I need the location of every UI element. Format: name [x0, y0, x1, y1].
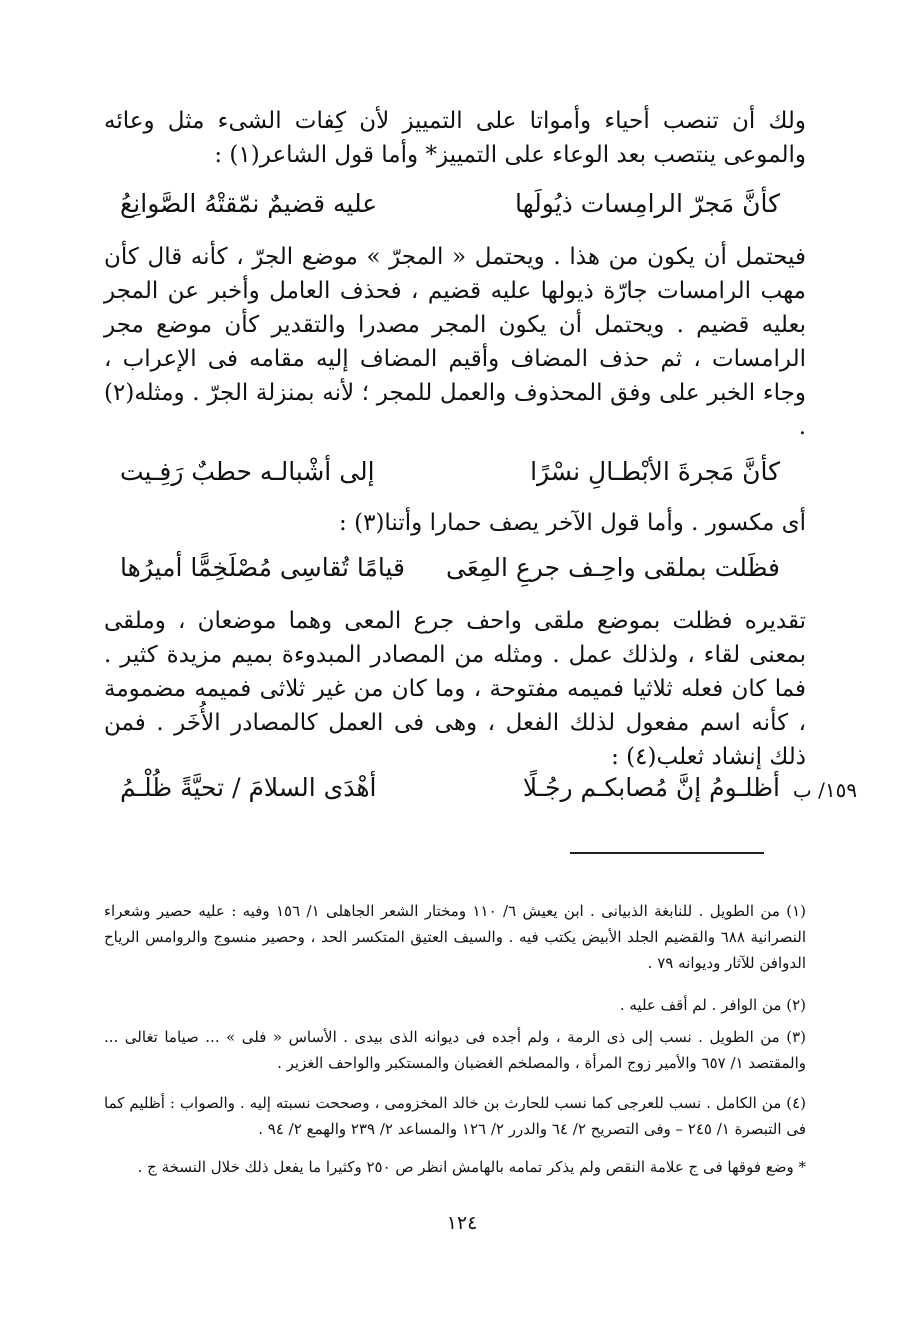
footnote-3: (٣) من الطويل . نسب إلى ذى الرمة ، ولم أجده فى ديوانه الذى بيدى . الأساس « فلى » ... صياما تغالى ... والمقتصد ١/ ٦٥٧ والأمير زوج المرأة ، والمصلخم الغضبان والمستكبر والواحف الغزير .: [104, 1028, 806, 1072]
verse-4-second-hemistich: أهْدَى السلامَ / تحيَّةً ظُلْـمُ: [120, 773, 377, 802]
verse-3-second-hemistich: قيامًا تُقاسِى مُصْلَخِمًّا أميرُها: [120, 553, 405, 582]
verse-2-first-hemistich: كأنَّ مَجرةَ الأبْطـالِ نسْرًا: [530, 457, 780, 486]
verse-line-2: [120, 452, 780, 492]
page-number: ١٢٤: [446, 1212, 478, 1234]
footnote-asterisk: * وضع فوقها فى ج علامة النقص ولم يذكر تمامه بالهامش انظر ص ٢٥٠ وكثيرا ما يفعل ذلك خلال النسخة ج .: [137, 1158, 806, 1176]
verse-1-second-hemistich: عليه قضيمٌ نمّقتْهُ الصَّوانِعُ: [120, 189, 378, 218]
verse-line-1: [120, 184, 780, 224]
paragraph-2: فيحتمل أن يكون من هذا . ويحتمل « المجرّ » موضع الجرّ ، كأنه قال كأن مهب الرامسات جارّة ذيولها عليه قضيم ، فحذف العامل وأخبر عن المجر بعليه قضيم . ويحتمل أن يكون المجر مصدرا والتقدير كأن موضع مجر الرامسات ، ثم حذف المضاف وأقيم المضاف إليه مقامه فى الإعراب ، وجاء الخبر على وفق المحذوف والعمل للمجر ؛ لأنه بمنزلة الجرّ . ومثله(٢) .: [104, 244, 806, 440]
verse-line-3: [120, 548, 780, 588]
paragraph-4: تقديره فظلت بموضع ملقى واحف جرع المعى وهما موضعان ، وملقى بمعنى لقاء ، ولذلك عمل . ومثله من المصادر المبدوءة بميم مزيدة كثير . فما كان فعله ثلاثيا فميمه مفتوحة ، وما كان من غير ثلاثى فميمه مضمومة ، كأنه اسم مفعول لذلك الفعل ، وهى فى العمل كالمصادر الأُخَر . فمن ذلك إنشاد ثعلب(٤) :: [104, 608, 806, 770]
verse-4-first-hemistich: أظلـومُ إنَّ مُصابكـم رجُـلًا: [522, 773, 780, 802]
verse-2-second-hemistich: إلى أشْبالـه حطبٌ رَفِـيت: [120, 457, 375, 486]
footnote-divider: [570, 852, 764, 854]
paragraph-3: أى مكسور . وأما قول الآخر يصف حمارا وأتنا(٣) :: [339, 510, 806, 536]
footnote-2: (٢) من الوافر . لم أقف عليه .: [619, 996, 806, 1014]
footnote-4: (٤) من الكامل . نسب للعرجى كما نسب للحارث بن خالد المخزومى ، وصححت نسبته إليه . والصواب : أظليم كما فى التبصرة ١/ ٢٤٥ – وفى التصريح ٢/ ٦٤ والدرر ٢/ ١٢٦ والمساعد ٢/ ٢٣٩ والهمع ٢/ ٩٤ .: [104, 1094, 806, 1138]
verse-line-4: [120, 768, 780, 808]
verse-3-first-hemistich: فظَلت بملقى واحِـف جرعِ المِعَى: [446, 553, 780, 582]
paragraph-1: ولك أن تنصب أحياء وأمواتا على التمييز لأن كِفات الشىء مثل وعائه والموعى ينتصب بعد الوعاء على التمييز* وأما قول الشاعر(١) :: [104, 108, 806, 168]
verse-1-first-hemistich: كأنَّ مَجرّ الرامِسات ذيُولَها: [515, 189, 780, 218]
footnote-1: (١) من الطويل . للنابغة الذبيانى . ابن يعيش ٦/ ١١٠ ومختار الشعر الجاهلى ١/ ١٥٦ وفيه : عليه حصير وشعراء النصرانية ٦٨٨ والقضيم الجلد الأبيض يكتب فيه . والسيف العتيق المتكسر الحد ، وحصير منسوج والروامس الرياح الدوافن للآثار وديوانه ٧٩ .: [104, 902, 807, 972]
manuscript-folio-marker: ١٥٩/ ب: [792, 778, 858, 802]
